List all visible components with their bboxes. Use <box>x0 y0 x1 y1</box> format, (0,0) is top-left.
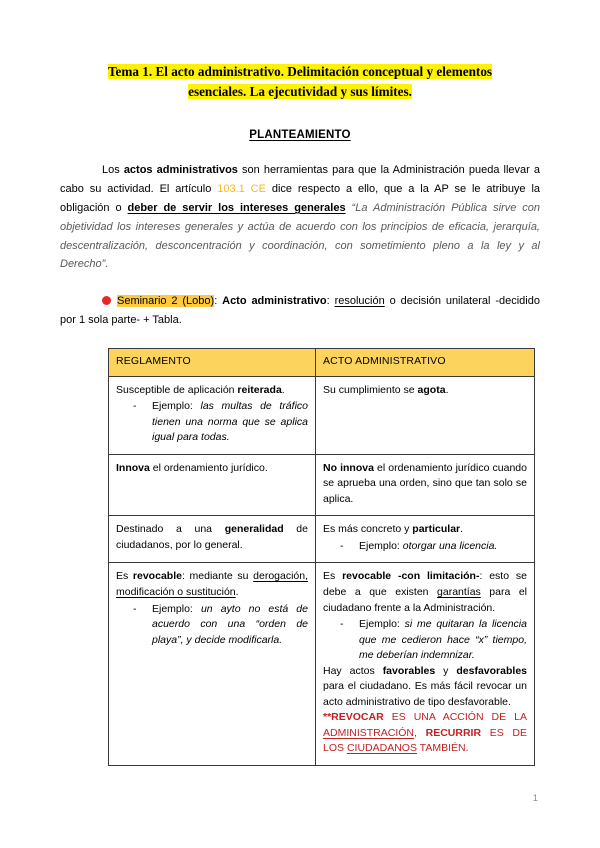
underline-1: derogación, modificación o sustitución <box>116 570 309 598</box>
cell-acto-4 <box>316 563 535 765</box>
example-list <box>323 539 527 555</box>
red-dot-bullet-icon <box>102 296 111 305</box>
example-prefix: Ejemplo: <box>152 400 201 413</box>
bold-1: generalidad <box>224 523 284 536</box>
bold-desfavorables: desfavorables <box>456 664 527 677</box>
seminario-text-1: : <box>214 295 223 308</box>
text-2: . <box>281 383 285 396</box>
cell-lead-text <box>323 461 527 508</box>
list-item <box>323 617 527 664</box>
underline-administracion: ADMINISTRACIÓN <box>323 726 415 739</box>
page-title-line-2: esenciales. La ejecutividad y sus límites. <box>188 84 412 100</box>
favorables-text <box>323 664 527 711</box>
revocar-recurrir-note <box>323 710 527 757</box>
constitution-quote: “La Administración Pública sirve con objetividad los intereses generales y actúa de acuerdo con los principios de eficacia, jerarquía, descentralización, desconcentración y coordinación, con sometimiento pleno a la ley y al Derecho”. <box>60 201 540 271</box>
bold-1: No innova <box>323 461 374 474</box>
example-list <box>323 617 527 664</box>
column-header-reglamento: REGLAMENTO <box>109 349 316 377</box>
bold-1: revocable <box>132 570 182 583</box>
example-list <box>116 602 308 649</box>
list-item <box>116 399 308 446</box>
table-row <box>109 563 535 765</box>
text-1: Es más concreto y <box>323 523 413 536</box>
page-number: 1 <box>532 793 538 804</box>
intro-underline-deber: deber de servir los intereses generales <box>127 201 346 214</box>
bold-1: reiterada <box>237 383 282 396</box>
cell-lead-text <box>116 522 308 553</box>
bold-recurrir: RECURRIR <box>425 726 482 739</box>
cell-lead-text <box>323 383 527 399</box>
cell-lead-text <box>116 461 308 477</box>
example-italic: otorgar una licencia. <box>402 539 498 552</box>
red-text-1: ES UNA ACCIÓN DE LA <box>383 711 527 724</box>
page-title <box>60 62 540 103</box>
text-2: : esto se debe a que existen <box>323 570 527 598</box>
cell-reglamento-1 <box>109 376 316 454</box>
text-4: Hay actos <box>323 664 383 677</box>
example-italic: las multas de tráfico tienen una norma que se aplica igual para todas. <box>152 400 308 444</box>
text-1: Destinado a una <box>116 523 225 536</box>
seminario-label: Seminario 2 (Lobo) <box>117 295 215 308</box>
text-2: . <box>445 383 449 396</box>
cell-lead-text <box>323 522 527 538</box>
cell-acto-1 <box>316 376 535 454</box>
intro-text-1: Los <box>102 163 124 176</box>
seminario-bold-acto: Acto administrativo <box>222 295 327 308</box>
cell-lead-text <box>116 383 308 399</box>
table-row <box>109 376 535 454</box>
table-row <box>109 454 535 516</box>
bold-1: revocable -con limitación- <box>342 570 480 583</box>
text-3: . <box>235 586 239 598</box>
red-text-4: TAMBIÉN. <box>416 742 469 755</box>
cell-reglamento-2 <box>109 454 316 516</box>
cell-reglamento-4 <box>109 563 316 765</box>
seminario-text-3: o decisión unilateral -decidido por 1 sola parte- + Tabla. <box>60 295 540 327</box>
text-2: : mediante su <box>181 570 254 583</box>
comparison-table <box>108 348 535 766</box>
intro-paragraph <box>60 161 540 274</box>
underline-ciudadanos: CIUDADANOS <box>346 742 417 755</box>
table-row <box>109 516 535 563</box>
text-1: Su cumplimiento se <box>323 383 418 396</box>
text-5: y <box>435 664 457 677</box>
text-2: el ordenamiento jurídico. <box>149 461 268 474</box>
cell-acto-3 <box>316 516 535 563</box>
bold-1: Innova <box>116 461 150 474</box>
cell-reglamento-3 <box>109 516 316 563</box>
text-1: Es <box>323 570 343 583</box>
cell-lead-text <box>323 569 527 616</box>
text-2: de ciudadanos, por lo general. <box>116 523 308 551</box>
text-2: . <box>460 523 464 536</box>
example-prefix: Ejemplo: <box>359 618 405 631</box>
seminario-text-2: : <box>326 295 335 308</box>
red-text-2: , <box>414 726 426 739</box>
seminario-note <box>60 292 540 330</box>
red-text-3: ES DE LOS <box>323 726 527 755</box>
table-header-row <box>109 349 535 377</box>
example-prefix: Ejemplo: <box>359 539 403 552</box>
example-italic: si me quitaran la licencia que me cedieron hace “x” tiempo, me deberían indemnizar. <box>359 618 527 662</box>
text-3: para el ciudadano frente a la Administración. <box>323 586 527 614</box>
seminario-underline-resolucion: resolución <box>334 295 385 308</box>
list-item <box>116 602 308 649</box>
bold-1: agota <box>417 383 446 396</box>
bold-1: particular <box>412 523 461 536</box>
article-reference: 103.1 CE <box>217 182 266 195</box>
example-list <box>116 399 308 446</box>
bold-revocar: **REVOCAR <box>323 711 384 724</box>
section-heading <box>60 129 540 141</box>
intro-bold-actos-administrativos: actos administrativos <box>123 163 238 176</box>
intro-text-3: dice respecto a ello, que a la AP se le atribuye la obligación o <box>60 182 541 214</box>
intro-text-2: son herramientas para que la Administración pueda llevar a cabo su actividad. El artículo <box>60 163 540 195</box>
text-1: Es <box>116 570 133 583</box>
section-heading-text: PLANTEAMIENTO <box>249 128 351 141</box>
example-italic: un ayto no está de acuerdo con una “orden de playa”, y decide modificarla. <box>152 602 308 646</box>
column-header-acto-administrativo: ACTO ADMINISTRATIVO <box>316 349 535 377</box>
page-title-line-1: Tema 1. El acto administrativo. Delimitación conceptual y elementos <box>107 64 493 79</box>
text-1: Susceptible de aplicación <box>116 383 238 396</box>
underline-1: garantías <box>437 586 481 598</box>
text-2: el ordenamiento jurídico cuando se aprueba una orden, sino que tan solo se aplica. <box>323 461 527 505</box>
cell-lead-text <box>116 569 308 600</box>
text-6: para el ciudadano. Es más fácil revocar un acto administrativo de tipo desfavorable. <box>323 680 527 708</box>
cell-acto-2 <box>316 454 535 516</box>
example-prefix: Ejemplo: <box>152 602 201 615</box>
bold-favorables: favorables <box>382 664 436 677</box>
list-item <box>323 539 527 555</box>
